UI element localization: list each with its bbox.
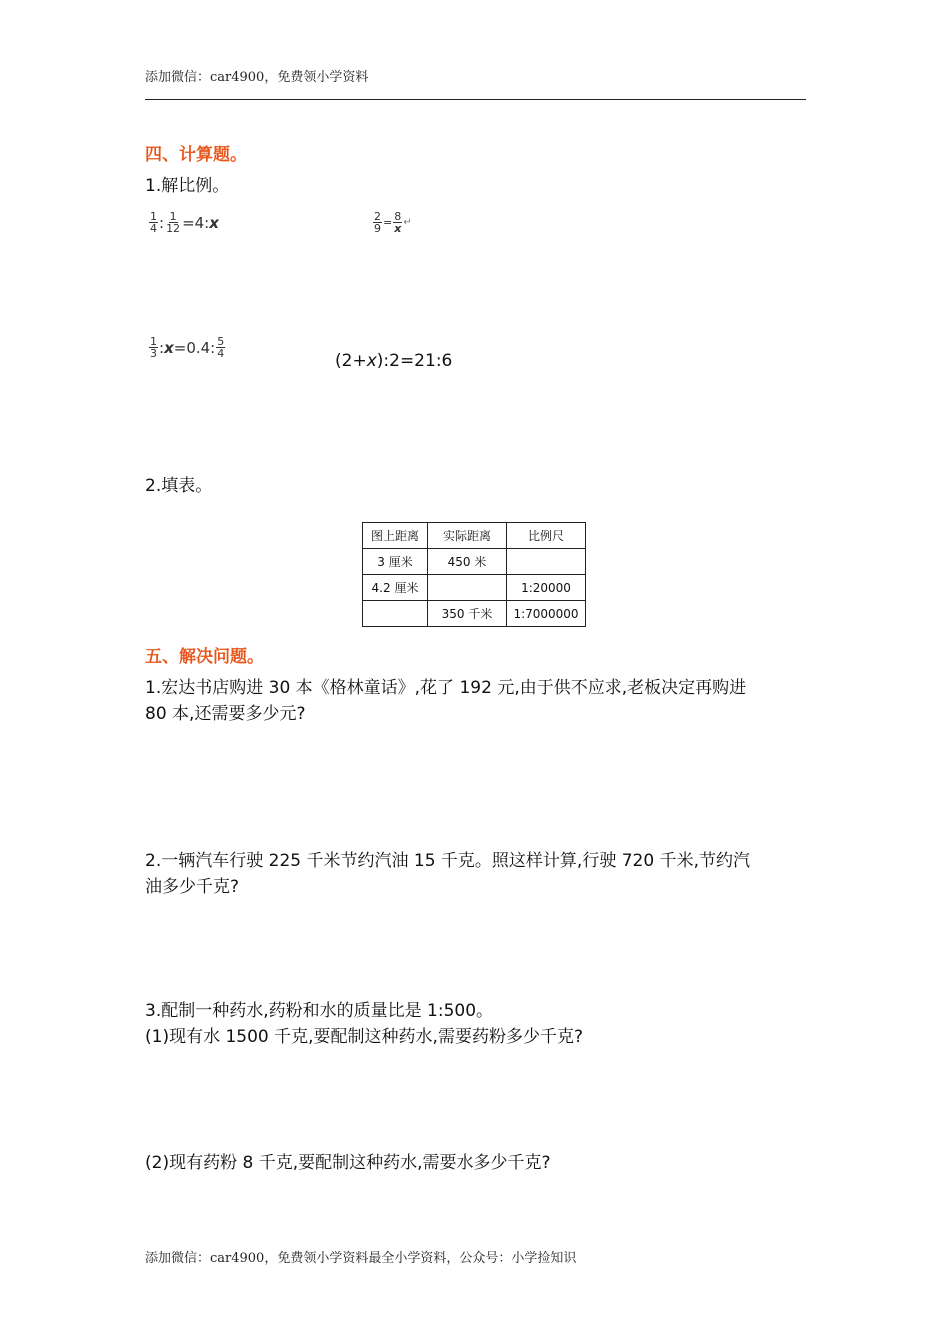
table-cell [363, 601, 428, 627]
question-2-title: 2.填表。 [145, 476, 213, 496]
numerator: 1 [150, 335, 157, 348]
scale-table [362, 522, 586, 627]
problem-2-line-1: 2.一辆汽车行驶 225 千米节约汽油 15 千克。照这样计算,行驶 720 千米,节约汽 [145, 851, 750, 871]
table-cell: 450 米 [428, 549, 507, 575]
equation-4 [335, 351, 452, 371]
denominator: 3 [150, 347, 157, 360]
section-5-title: 五、解决问题。 [145, 647, 264, 667]
denominator: 4 [217, 347, 225, 360]
table-header-cell: 图上距离 [363, 523, 428, 549]
table-header-cell: 比例尺 [507, 523, 586, 549]
fraction [216, 336, 225, 359]
table-row [363, 575, 586, 601]
fraction [373, 211, 382, 234]
equation-3 [148, 336, 226, 359]
problem-1-line-1: 1.宏达书店购进 30 本《格林童话》,花了 192 元,由于供不应求,老板决定再购进 [145, 678, 747, 698]
page-header-text: 添加微信：car4900，免费领小学资料 [145, 70, 369, 85]
problem-2-line-2: 油多少千克? [145, 877, 240, 897]
table-cell: 3 厘米 [363, 549, 428, 575]
table-cell: 350 千米 [428, 601, 507, 627]
header-divider [145, 99, 806, 100]
equals-sign: = [383, 216, 393, 229]
numerator: 5 [217, 335, 225, 348]
return-mark: ↵ [403, 217, 412, 228]
numerator: 1 [169, 210, 177, 223]
problem-3-sub-1: (1)现有水 1500 千克,要配制这种药水,需要药粉多少千克? [145, 1027, 583, 1047]
numerator: 2 [374, 210, 381, 223]
equation-prefix: (2+ [335, 351, 367, 371]
table-header-row [363, 523, 586, 549]
table-row [363, 549, 586, 575]
table-cell [428, 575, 507, 601]
variable-x: x [209, 213, 219, 232]
variable-x: x [366, 351, 377, 371]
denominator: 12 [166, 222, 181, 235]
equation-rest: =4: [182, 213, 210, 232]
equation-2 [372, 211, 412, 234]
denominator: 4 [150, 222, 157, 235]
fraction [149, 336, 158, 359]
fraction [149, 211, 158, 234]
equation-1 [148, 211, 219, 234]
table-row [363, 601, 586, 627]
problem-3-line-1: 3.配制一种药水,药粉和水的质量比是 1:500。 [145, 1001, 494, 1021]
colon: : [159, 213, 165, 232]
numerator: 8 [394, 210, 402, 223]
table-header-cell: 实际距离 [428, 523, 507, 549]
equation-suffix: ):2=21:6 [376, 351, 453, 371]
equation-mid: =0.4: [173, 338, 216, 357]
page-footer-text: 添加微信：car4900，免费领小学资料最全小学资料，公众号：小学捡知识 [145, 1251, 577, 1266]
table-cell [507, 549, 586, 575]
denominator: x [394, 222, 402, 235]
question-1-title: 1.解比例。 [145, 176, 230, 196]
fraction [165, 211, 181, 234]
section-4-title: 四、计算题。 [145, 145, 247, 165]
denominator: 9 [374, 222, 381, 235]
table-cell: 1:20000 [507, 575, 586, 601]
table-cell: 4.2 厘米 [363, 575, 428, 601]
problem-1-line-2: 80 本,还需要多少元? [145, 704, 306, 724]
table-cell: 1:7000000 [507, 601, 586, 627]
colon: : [159, 338, 165, 357]
variable-x: x [164, 338, 174, 357]
fraction [393, 211, 402, 234]
problem-3-sub-2: (2)现有药粉 8 千克,要配制这种药水,需要水多少千克? [145, 1153, 551, 1173]
numerator: 1 [150, 210, 157, 223]
